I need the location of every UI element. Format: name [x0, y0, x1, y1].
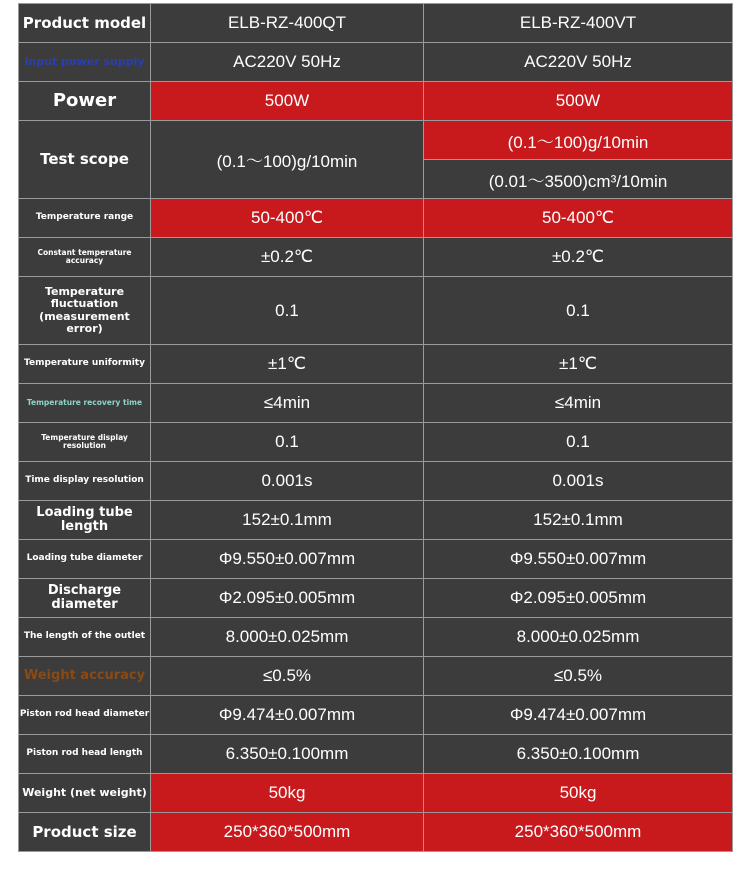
row-label: Piston rod head diameter	[19, 696, 151, 735]
row-label: Temperature fluctuation (measurement error)	[19, 277, 151, 345]
table-row-product-model	[19, 4, 733, 43]
value-b: 152±0.1mm	[424, 501, 733, 540]
value-b: 250*360*500mm	[424, 813, 733, 852]
value-b: 0.1	[424, 423, 733, 462]
value-a: (0.1～100)g/10min	[151, 121, 424, 199]
row-label: Temperature display resolution	[19, 423, 151, 462]
table-row-loading-tube-diameter	[19, 540, 733, 579]
value-b: 50kg	[424, 774, 733, 813]
row-label: Weight accuracy	[19, 657, 151, 696]
value-b: ≤4min	[424, 384, 733, 423]
table-row-temperature-fluctuation	[19, 277, 733, 345]
value-b: 0.1	[424, 277, 733, 345]
table-row-power	[19, 82, 733, 121]
value-a: Φ9.550±0.007mm	[151, 540, 424, 579]
spec-table	[18, 3, 733, 852]
value-b: Φ9.474±0.007mm	[424, 696, 733, 735]
table-row-loading-tube-length	[19, 501, 733, 540]
model-a-header: ELB-RZ-400QT	[151, 4, 424, 43]
table-row-input-power	[19, 43, 733, 82]
table-row-piston-rod-head-length	[19, 735, 733, 774]
value-a: 8.000±0.025mm	[151, 618, 424, 657]
table-row-discharge-diameter	[19, 579, 733, 618]
row-label: Test scope	[19, 121, 151, 199]
row-label: The length of the outlet	[19, 618, 151, 657]
value-a: ±1℃	[151, 345, 424, 384]
table-row-weight-accuracy	[19, 657, 733, 696]
row-label: Piston rod head length	[19, 735, 151, 774]
table-row-outlet-length	[19, 618, 733, 657]
value-b-volume: (0.01～3500)cm³/10min	[424, 160, 733, 199]
value-a: ≤4min	[151, 384, 424, 423]
value-b: ≤0.5%	[424, 657, 733, 696]
row-label: Time display resolution	[19, 462, 151, 501]
model-b-header: ELB-RZ-400VT	[424, 4, 733, 43]
row-label: Temperature uniformity	[19, 345, 151, 384]
value-a: 50-400℃	[151, 199, 424, 238]
row-label: Weight (net weight)	[19, 774, 151, 813]
row-label: Loading tube length	[19, 501, 151, 540]
value-a: 50kg	[151, 774, 424, 813]
value-b-mass: (0.1～100)g/10min	[424, 121, 733, 160]
row-label: Product model	[19, 4, 151, 43]
row-label: Input power supply	[19, 43, 151, 82]
value-a: ≤0.5%	[151, 657, 424, 696]
table-row-piston-rod-head-diameter	[19, 696, 733, 735]
value-b: 6.350±0.100mm	[424, 735, 733, 774]
table-row-product-size	[19, 813, 733, 852]
value-a: Φ9.474±0.007mm	[151, 696, 424, 735]
value-a: ±0.2℃	[151, 238, 424, 277]
table-row-temperature-range	[19, 199, 733, 238]
value-a: 6.350±0.100mm	[151, 735, 424, 774]
row-label: Temperature range	[19, 199, 151, 238]
table-row-test-scope	[19, 121, 733, 160]
value-a: 0.1	[151, 277, 424, 345]
table-row-weight-net	[19, 774, 733, 813]
row-label: Temperature recovery time	[19, 384, 151, 423]
value-a: 152±0.1mm	[151, 501, 424, 540]
value-b: ±1℃	[424, 345, 733, 384]
table-row-time-display-resolution	[19, 462, 733, 501]
value-b: Φ9.550±0.007mm	[424, 540, 733, 579]
table-row-constant-temperature-accuracy	[19, 238, 733, 277]
row-label: Loading tube diameter	[19, 540, 151, 579]
value-b: Φ2.095±0.005mm	[424, 579, 733, 618]
table-row-temperature-recovery-time	[19, 384, 733, 423]
row-label: Product size	[19, 813, 151, 852]
value-b: 8.000±0.025mm	[424, 618, 733, 657]
value-b: 50-400℃	[424, 199, 733, 238]
value-b: 0.001s	[424, 462, 733, 501]
row-label: Discharge diameter	[19, 579, 151, 618]
row-label: Power	[19, 82, 151, 121]
value-b: AC220V 50Hz	[424, 43, 733, 82]
value-a: 0.1	[151, 423, 424, 462]
value-b: 500W	[424, 82, 733, 121]
table-row-temperature-display-resolution	[19, 423, 733, 462]
value-b: ±0.2℃	[424, 238, 733, 277]
value-a: AC220V 50Hz	[151, 43, 424, 82]
value-a: 0.001s	[151, 462, 424, 501]
value-a: 500W	[151, 82, 424, 121]
value-a: Φ2.095±0.005mm	[151, 579, 424, 618]
row-label: Constant temperature accuracy	[19, 238, 151, 277]
table-row-temperature-uniformity	[19, 345, 733, 384]
value-a: 250*360*500mm	[151, 813, 424, 852]
